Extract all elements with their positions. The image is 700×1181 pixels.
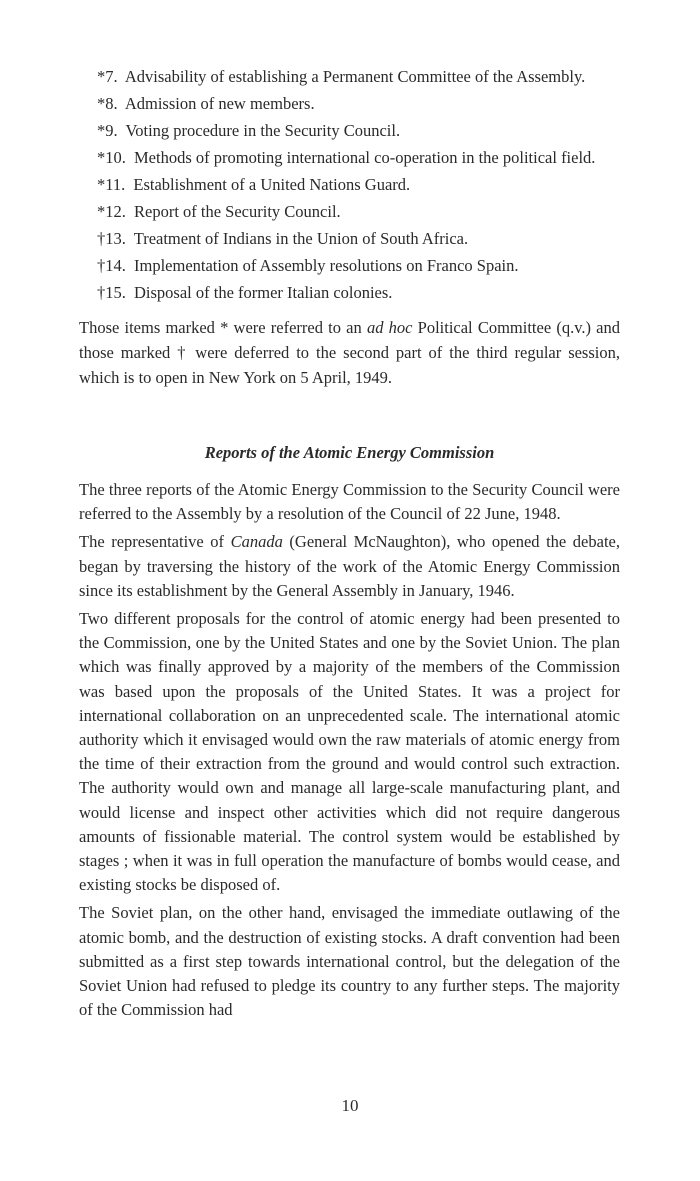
agenda-item — [79, 145, 620, 170]
agenda-marker: *10. — [97, 148, 126, 167]
paragraph-soviet-plan: The Soviet plan, on the other hand, envisaged the immediate outlawing of the atomic bomb, and the destruction of existing stocks. A draft convention had been submitted as a first step towards international control, but the delegation of the Soviet Union had refused to pledge its country to any further steps. The majority of the Commission had — [79, 903, 620, 1020]
agenda-text: Treatment of Indians in the Union of South Africa. — [133, 229, 469, 248]
agenda-item — [79, 91, 620, 116]
page-number: 10 — [341, 1096, 359, 1115]
para2-italic-country: Canada — [230, 532, 283, 552]
page-content — [79, 64, 620, 1026]
para2-text-end: (General McNaughton), who opened the debate, began by traversing the history of the work of the Atomic Energy Commission since its establishment by the General Assembly in January, 1946. — [79, 532, 620, 600]
agenda-text: Advisability of establishing a Permanent Committee of the Assembly. — [124, 67, 586, 86]
para2-text-start: The representative of — [79, 532, 231, 552]
paragraph-reports-referral: The three reports of the Atomic Energy Commission to the Security Council were referred to the Assembly by a resolution of the Council of 22 June, 1948. — [79, 480, 620, 524]
agenda-item — [79, 64, 620, 89]
note-italic-term: ad hoc — [366, 318, 413, 337]
agenda-marker: *11. — [97, 175, 126, 194]
agenda-text: Establishment of a United Nations Guard. — [133, 175, 411, 194]
agenda-text: Report of the Security Council. — [134, 202, 341, 221]
referral-note — [79, 315, 620, 390]
agenda-text: Implementation of Assembly resolutions on Franco Spain. — [134, 256, 519, 275]
agenda-list — [79, 64, 620, 305]
agenda-marker: †13. — [97, 229, 126, 248]
agenda-item — [79, 226, 620, 251]
agenda-text: Admission of new members. — [124, 94, 315, 113]
agenda-item — [79, 172, 620, 197]
agenda-marker: *7. — [97, 67, 118, 86]
agenda-marker: †14. — [97, 256, 126, 275]
paragraph-canada-representative — [79, 530, 620, 603]
note-text-end: Political Committee (q.v.) and those marked † were deferred to the second part of the third regular session, which is to open in New York on 5 April, 1949. — [79, 318, 620, 387]
agenda-marker: *8. — [97, 94, 118, 113]
section-heading: Reports of the Atomic Energy Commission — [204, 443, 495, 462]
agenda-item — [79, 253, 620, 278]
agenda-item — [79, 118, 620, 143]
agenda-marker: †15. — [97, 283, 126, 302]
agenda-text: Methods of promoting international co-operation in the political field. — [134, 148, 596, 167]
note-text-start: Those items marked * were referred to an — [79, 318, 367, 337]
agenda-text: Voting procedure in the Security Council. — [125, 121, 401, 140]
agenda-marker: *9. — [97, 121, 118, 140]
agenda-item — [79, 280, 620, 305]
agenda-text: Disposal of the former Italian colonies. — [134, 283, 393, 302]
paragraph-two-proposals: Two different proposals for the control of atomic energy had been presented to the Commission, one by the United States and one by the Soviet Union. The plan which was finally approved by a majority of the members of the Commission was based upon the proposals of the United States. It was a project for international collaboration on an unprecedented scale. The international atomic authority which it envisaged would own the raw materials of atomic energy from the time of their extraction from the ground and would control such extraction. The authority would own and manage all large-scale manufacturing plant, and would license and inspect other activities which did not require dangerous amounts of fissionable material. The control system would be established by stages ; when it was in full operation the manufacture of bombs would cease, and existing stocks be disposed of. — [79, 609, 620, 895]
agenda-item — [79, 199, 620, 224]
agenda-marker: *12. — [97, 202, 126, 221]
